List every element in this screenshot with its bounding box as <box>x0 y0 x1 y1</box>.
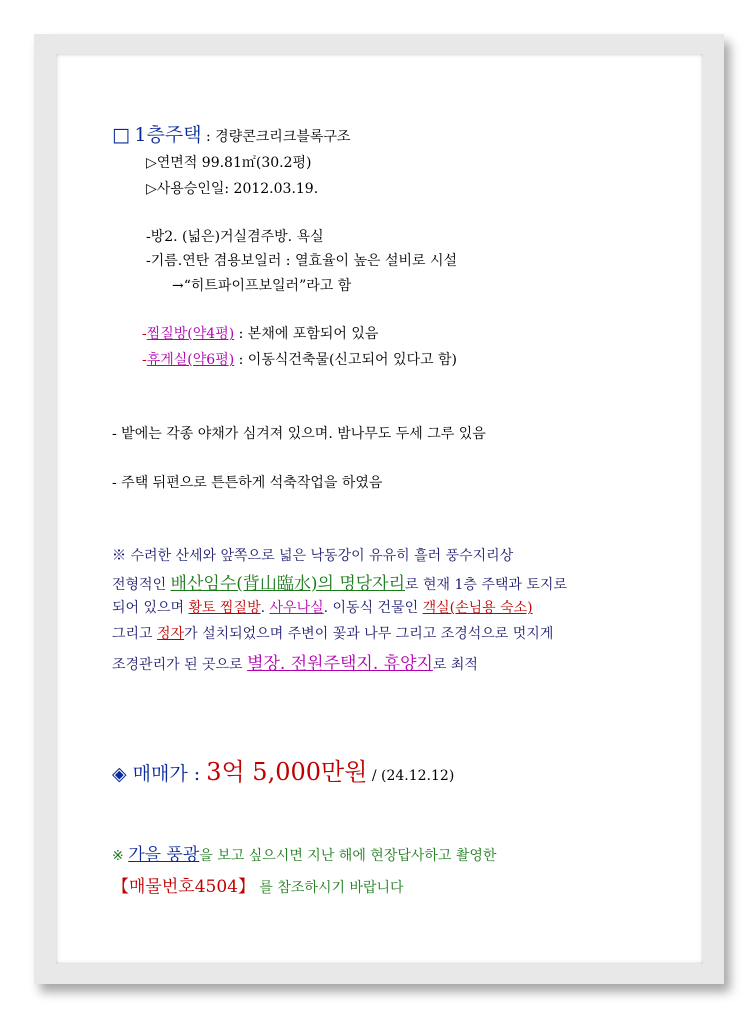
price-date: / (24.12.12) <box>367 768 455 784</box>
feature-text: 그리고 <box>112 626 158 642</box>
price-line <box>112 752 454 787</box>
feature-highlight-uses: 별장. 전원주택지. 휴양지 <box>247 654 433 674</box>
reference-tail: 를 참조하시기 바랍니다 <box>254 880 404 896</box>
boiler-line: -기름.연탄 겸용보일러 : 열효율이 높은 설비로 시설 <box>146 253 458 269</box>
feature-line-2 <box>112 569 567 594</box>
section-house-header <box>112 120 350 147</box>
structure-text: : 경량콘크리크블록구조 <box>206 129 351 145</box>
field-note: - 밭에는 각종 야채가 심겨져 있으며. 밤나무도 두세 그루 있음 <box>112 426 486 442</box>
autumn-text: 을 보고 싶으시면 지난 해에 현장답사하고 촬영한 <box>199 848 497 864</box>
note-mark: ※ <box>112 848 129 864</box>
feature-line-4 <box>112 623 553 643</box>
listing-reference: 【매물번호4504】 <box>112 877 255 897</box>
feature-text: 조경관리가 된 곳으로 <box>112 657 248 673</box>
section-title: 1층주택 <box>134 124 202 146</box>
feature-line-3 <box>112 597 533 617</box>
feature-text: 로 현재 1층 주택과 토지로 <box>405 577 567 593</box>
autumn-highlight: 가을 풍광 <box>128 845 200 865</box>
diamond-marker-icon: ◈ <box>112 763 127 785</box>
feature-line-1: ※ 수려한 산세와 앞쪽으로 넓은 낙동강이 유유히 흘러 풍수지리상 <box>112 548 514 564</box>
sauna-dash: - <box>142 326 147 342</box>
autumn-line <box>112 840 496 865</box>
stone-note: - 주택 뒤편으로 튼튼하게 석축작업을 하였음 <box>112 475 383 491</box>
price-amount: 3억 5,000만원 <box>206 758 368 786</box>
feature-highlight-sauna: 황토 찜질방 <box>188 600 261 616</box>
rooms-line: -방2. (넓은)거실겸주방. 욕실 <box>146 229 324 245</box>
restroom-dash: - <box>142 352 147 368</box>
feature-text: . <box>260 600 270 616</box>
feature-text: 로 최적 <box>432 657 478 673</box>
price-label: 매매가 : <box>126 763 207 785</box>
feature-highlight-sauna-room: 사우나실 <box>269 600 324 616</box>
checkbox-marker: □ <box>112 124 130 146</box>
feature-highlight-guestroom: 객실(손님용 숙소) <box>422 600 533 616</box>
feature-line-5 <box>112 649 478 674</box>
feature-text: 가 설치되었으며 주변이 꽃과 나무 그리고 조경석으로 멋지게 <box>184 626 554 642</box>
feature-text: 전형적인 <box>112 577 171 593</box>
boiler-note-line: →“히트파이프보일러”라고 함 <box>172 278 352 294</box>
approval-line: ▷사용승인일: 2012.03.19. <box>146 181 319 197</box>
feature-text: 되어 있으며 <box>112 600 189 616</box>
restroom-line <box>142 349 457 369</box>
restroom-desc: : 이동식건축물(신고되어 있다고 함) <box>234 352 457 368</box>
area-line: ▷연면적 99.81㎡(30.2평) <box>146 155 312 171</box>
reference-line <box>112 872 404 897</box>
sauna-label: 찜질방(약4평) <box>146 326 235 342</box>
feature-text: . 이동식 건물인 <box>323 600 423 616</box>
sauna-line <box>142 323 378 343</box>
sauna-desc: : 본채에 포함되어 있음 <box>234 326 379 342</box>
restroom-label: 휴게실(약6평) <box>146 352 235 368</box>
feature-highlight-site: 배산임수(背山臨水)의 명당자리 <box>170 574 406 594</box>
feature-highlight-pavilion: 정자 <box>157 626 185 642</box>
